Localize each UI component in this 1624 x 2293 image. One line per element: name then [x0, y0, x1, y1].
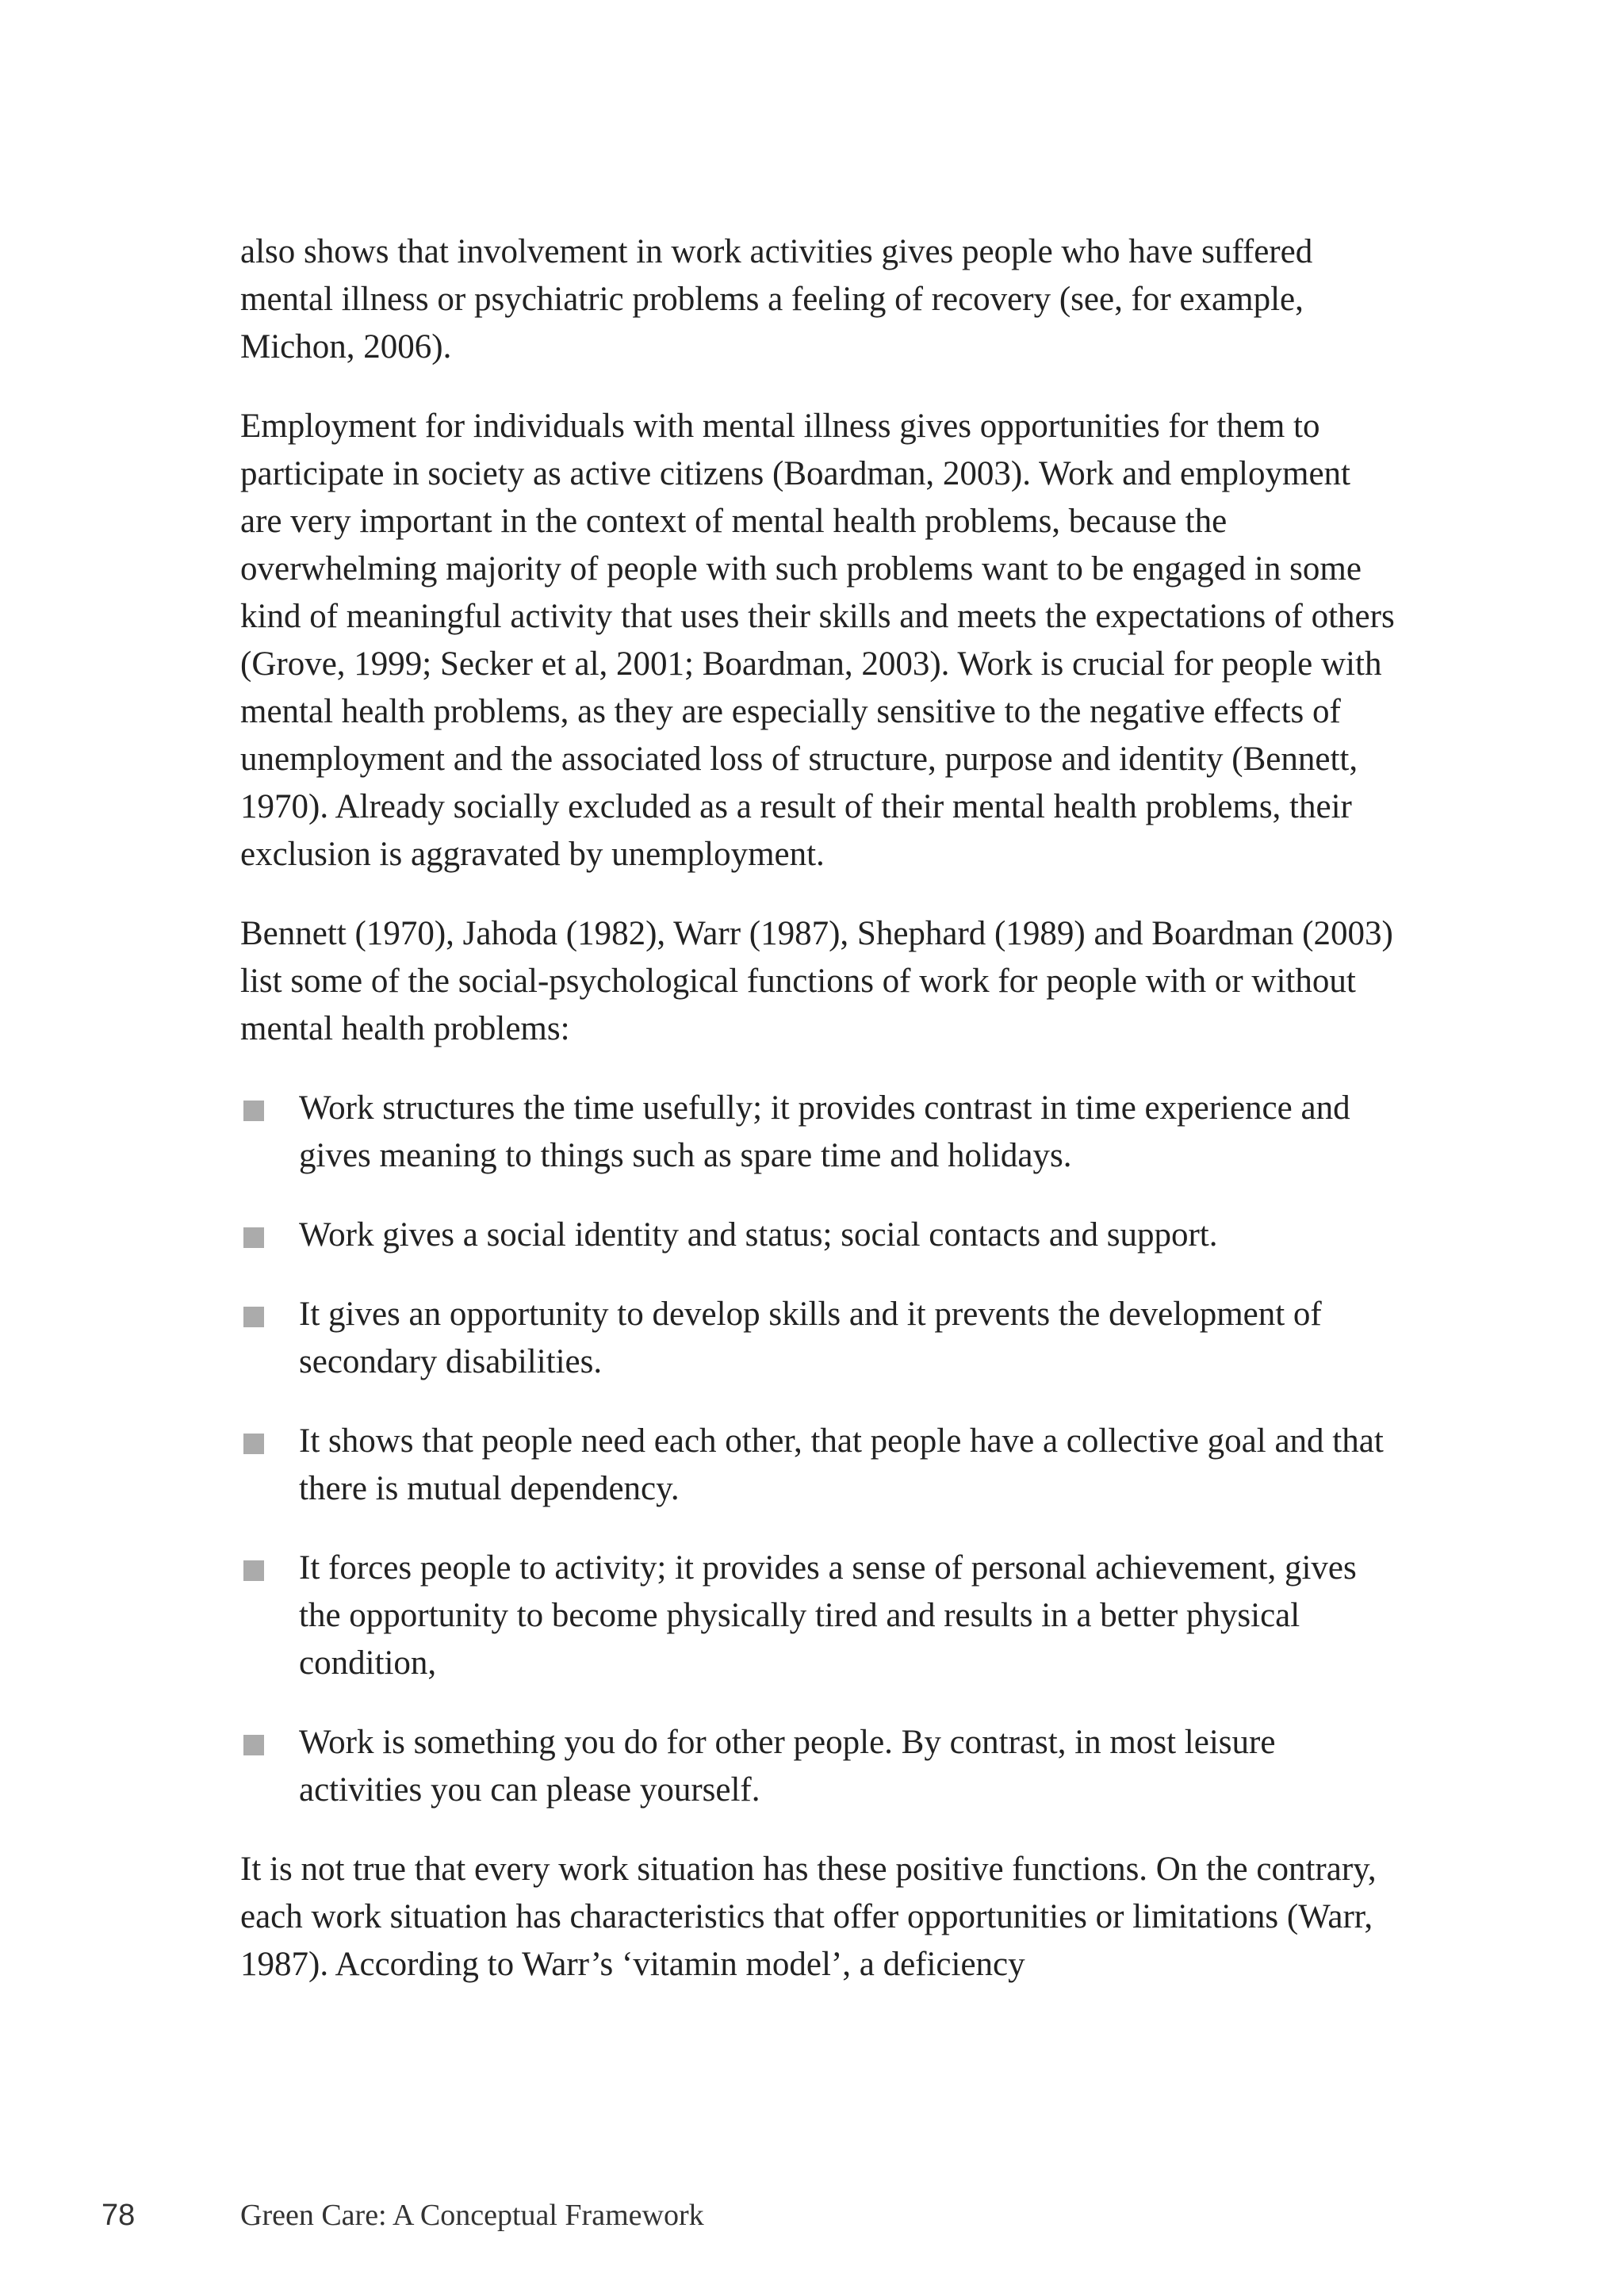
list-item [240, 1545, 1398, 1687]
paragraph-recovery: also shows that involvement in work activities gives people who have suffered mental illness or psychiatric problems a feeling of recovery (see, for example, Michon, 2006). [240, 233, 1313, 366]
paragraph-vitamin-model: It is not true that every work situation has these positive functions. On the contrary, each work situation has characteristics that offer opportunities or limitations (Warr, 1987). According to Warr’s ‘vitamin model’, a deficiency [240, 1851, 1377, 1983]
list-item [240, 1418, 1398, 1513]
list-item-text: Work gives a social identity and status; social contacts and support. [299, 1216, 1218, 1254]
body-text-column [240, 228, 1398, 2020]
list-item [240, 1085, 1398, 1180]
square-bullet-icon [243, 1101, 264, 1121]
paragraph-employment: Employment for individuals with mental illness gives opportunities for them to participate in society as active citizens (Boardman, 2003). Work and employment are very important in the context of mental health problems, because the overwhelming majority of people with such problems want to be engaged in some kind of meaningful activity that uses their skills and meets the expectations of others (Grove, 1999; Secker et al, 2001; Boardman, 2003). Work is crucial for people with mental health problems, as they are especially sensitive to the negative effects of unemployment and the associated loss of structure, purpose and identity (Bennett, 1970). Already socially excluded as a result of their mental health problems, their exclusion is aggravated by unemployment. [240, 408, 1395, 873]
list-item-text: It gives an opportunity to develop skills and it prevents the development of secondary disabilities. [299, 1296, 1322, 1380]
list-item-text: It shows that people need each other, that people have a collective goal and that there is mutual dependency. [299, 1422, 1384, 1507]
list-item [240, 1291, 1398, 1386]
square-bullet-icon [243, 1434, 264, 1454]
list-item [240, 1719, 1398, 1814]
square-bullet-icon [243, 1560, 264, 1581]
list-item [240, 1212, 1398, 1259]
list-item-text: Work structures the time usefully; it provides contrast in time experience and gives meaning to things such as spare time and holidays. [299, 1089, 1350, 1174]
square-bullet-icon [243, 1735, 264, 1755]
square-bullet-icon [243, 1307, 264, 1327]
list-item-text: Work is something you do for other people. By contrast, in most leisure activities you can please yourself. [299, 1724, 1276, 1809]
square-bullet-icon [243, 1227, 264, 1248]
functions-bullet-list [240, 1085, 1398, 1814]
page-number: 78 [102, 2199, 136, 2232]
running-footer-title: Green Care: A Conceptual Framework [240, 2199, 704, 2232]
list-item-text: It forces people to activity; it provides a sense of personal achievement, gives the opportunity to become physically tired and results in a better physical condition, [299, 1549, 1357, 1682]
paragraph-functions-intro: Bennett (1970), Jahoda (1982), Warr (1987), Shephard (1989) and Boardman (2003) list some of the social-psychological functions of work for people with or without mental health problems: [240, 915, 1393, 1047]
